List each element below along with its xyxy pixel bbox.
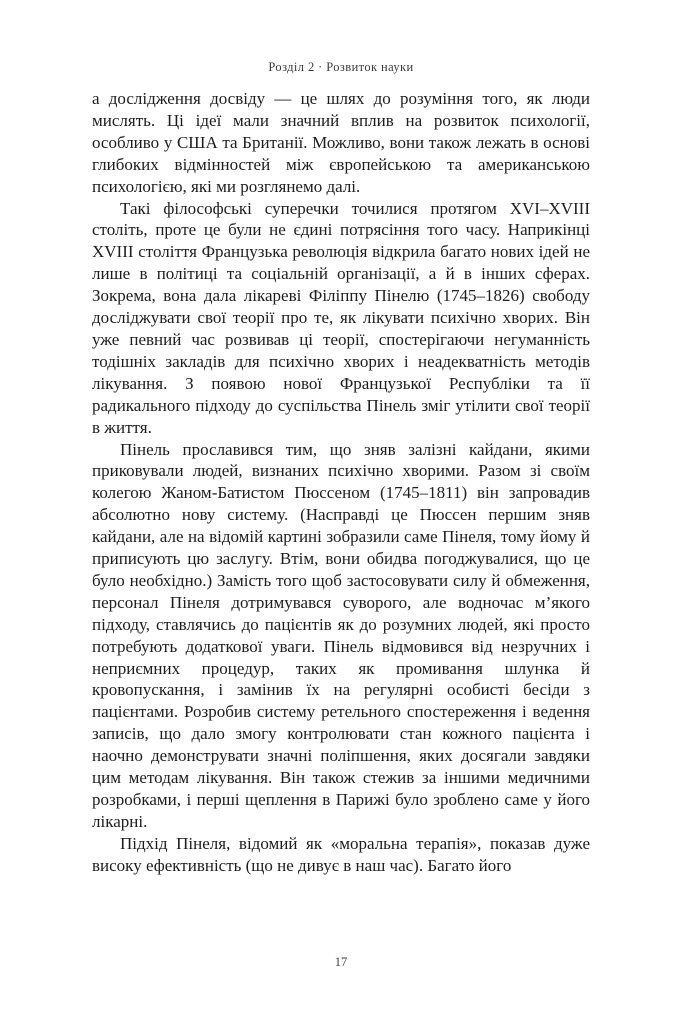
page-number: 17 [334, 955, 348, 969]
running-head: Розділ 2 · Розвиток науки [268, 60, 414, 74]
body-text [92, 88, 590, 877]
paragraph: а дослідження досвіду — це шлях до розуміння того, як люди мислять. Ці ідеї мали значний вплив на розвиток психології, особливо у США та Британії. Можливо, вони також лежать в основі глибоких відмінностей між європейською та американською психологією, які ми розглянемо далі. [92, 89, 590, 196]
paragraph: Пінель прославився тим, що зняв залізні кайдани, якими приковували людей, визнаних психічно хворими. Разом зі своїм колегою Жаном-Батистом Пюссеном (1745–1811) він запровадив абсолютно нову систему. (Насправді це Пюссен першим зняв кайдани, але на відомій картині зобразили саме Пінеля, тому йому й приписують цю заслугу. Втім, вони обидва погоджувалися, що це було необхідно.) Замість того щоб застосовувати силу й обмеження, персонал Пінеля дотримувався суворого, але водночас м’якого підходу, ставлячись до пацієнтів як до розумних людей, які просто потребують додаткової уваги. Пінель відмовився від незручних і неприємних процедур, таких як промивання шлунка й кровопускання, і замінив їх на регулярні особисті бесіди з пацієнтами. Розробив систему ретельного спостереження і ведення записів, що дало змогу контролювати стан кожного пацієнта і наочно демонструвати значні поліпшення, яких досягали завдяки цим методам лікування. Він також стежив за іншими медичними розробками, і перші щеплення в Парижі було зроблено саме у його лікарні. [92, 439, 590, 831]
paragraph: Такі філософські суперечки точилися протягом XVI–XVIII століть, проте це були не єдині потрясіння того часу. Наприкінці XVIII століття Французька революція відкрила багато нових ідей не лише в політиці та соціальній організації, а й в інших сферах. Зокрема, вона дала лікареві Філіппу Пінелю (1745–1826) свободу досліджувати свої теорії про те, як лікувати психічно хворих. Він уже певний час розвивав ці теорії, спостерігаючи негуманність тодішніх закладів для психічно хворих і неадекватність методів лікування. З появою нової Французької Республіки та її радикального підходу до суспільства Пінель зміг утілити свої теорії в життя. [92, 198, 590, 437]
paragraph: Підхід Пінеля, відомий як «моральна терапія», показав дуже високу ефективність (що не дивує в наш час). Багато його [92, 833, 590, 875]
